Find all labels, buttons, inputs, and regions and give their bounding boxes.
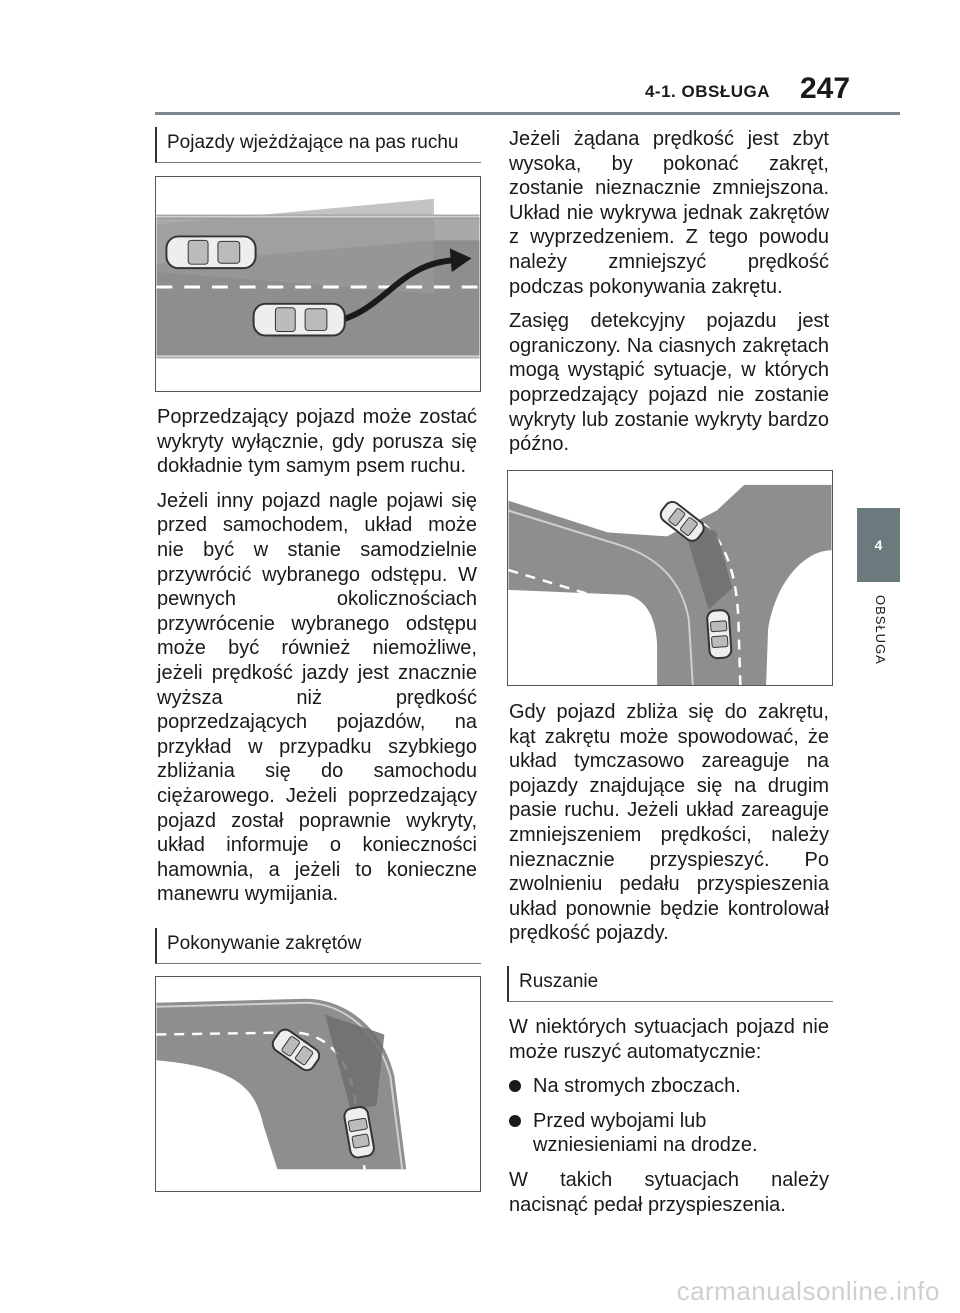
chapter-tab	[857, 508, 900, 582]
heading-starting-off: Ruszanie	[507, 966, 833, 1002]
heading-cornering: Pokonywanie zakrętów	[155, 928, 481, 964]
page-number: 247	[800, 72, 851, 105]
heading-vehicles-entering-lane: Pojazdy wjeżdżające na pas ruchu	[155, 127, 481, 163]
paragraph: Gdy pojazd zbliża się do zakrętu, kąt zakrętu może spowodować, że układ tymczasowo zareaguje na pojazdy znajdujące się na drugim pasie ruchu. Jeżeli układ zareaguje zmniejszeniem prędkości, należy nieznacznie przyspieszyć. Po zwolnieniu pedału przyspieszenia układ ponownie będzie kontrolował prędkość pojazdy.	[509, 701, 829, 945]
chapter-label-wrap	[848, 595, 908, 695]
watermark: carmanualsonline.info	[676, 1276, 940, 1306]
right-column-text-top	[509, 127, 829, 467]
tight-curve-illustration	[508, 471, 832, 685]
section-title: 4-1. OBSŁUGA	[644, 82, 770, 101]
list-item	[509, 1109, 829, 1158]
car-front	[166, 236, 255, 268]
list-item	[509, 1074, 829, 1099]
paragraph: Jeżeli inny pojazd nagle pojawi się przed samochodem, układ może nie być w stanie samodzielnie przywrócić wybranego odstępu. W pewnych okolicznościach przywrócenie wybranego odstępu może być również niemożliwe, jeżeli prędkość jazdy jest znacznie wyższa niż prędkość poprzedzających pojazdów, na przykład w przypadku szybkiego zbliżania się do samochodu ciężarowego. Jeżeli poprzedzający pojazd został poprawnie wykryty, układ informuje o konieczności hamownia, a jeżeli to konieczne manewru wymijania.	[157, 489, 477, 906]
paragraph: W takich sytuacjach należy nacisnąć pedał przyspieszenia.	[509, 1168, 829, 1216]
bullet-icon	[509, 1080, 521, 1092]
figure-cornering	[155, 976, 481, 1192]
right-column-text-mid	[509, 700, 829, 956]
car-own	[254, 304, 345, 336]
figure-tight-curve	[507, 470, 833, 686]
right-column-text-bottom	[509, 1015, 829, 1227]
bullet-icon	[509, 1115, 521, 1127]
paragraph: W niektórych sytuacjach pojazd nie może ruszyć automatycznie:	[509, 1016, 829, 1063]
paragraph: Jeżeli żądana prędkość jest zbyt wysoka, by pokonać zakręt, zostanie nieznacznie zmniejszona. Układ nie wykrywa jednak zakrętów z wyprzedzeniem. Z tego powodu należy zmniejszyć prędkość podczas pokonywania zakrętu.	[509, 128, 829, 298]
figure-lane-cut-in	[155, 176, 481, 392]
chapter-number: 4	[874, 537, 883, 553]
paragraph: Zasięg detekcyjny pojazdu jest ograniczony. Na ciasnych zakrętach mogą wystąpić sytuacje, w których poprzedzający pojazd nie zostanie wykryty lub zostanie wykryty bardzo późno.	[509, 310, 829, 456]
paragraph: Poprzedzający pojazd może zostać wykryty wyłącznie, gdy porusza się dokładnie tym samym psem ruchu.	[157, 406, 477, 478]
list-item-text: Przed wybojami lub wzniesieniami na drodze.	[533, 1109, 758, 1157]
lane-cut-in-illustration	[156, 177, 480, 391]
list-item-text: Na stromych zboczach.	[533, 1075, 741, 1098]
cornering-illustration	[156, 977, 480, 1191]
left-column-text	[157, 405, 477, 917]
car-own	[707, 610, 732, 659]
header-rule	[155, 112, 900, 115]
chapter-label: OBSŁUGA	[873, 595, 888, 665]
